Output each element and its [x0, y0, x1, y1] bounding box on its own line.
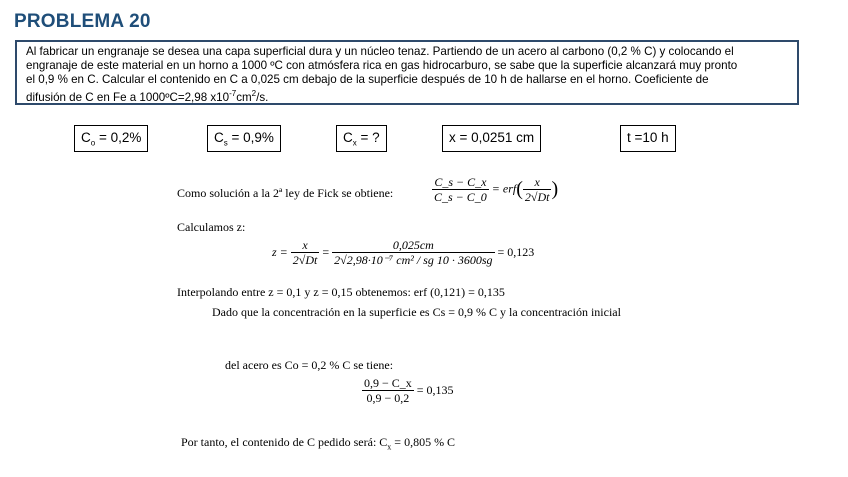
interpolation-line: Interpolando entre z = 0,1 y z = 0,15 obtenemos: erf (0,121) = 0,135: [177, 285, 505, 299]
statement-line-4: difusión de C en Fe a 1000ºC=2,98 $x10^{-7}cm^2/s$.: [26, 89, 269, 104]
final-result: Por tanto, el contenido de C pedido será: $C_x = 0,805$ % C: [181, 435, 456, 452]
given-c0-box: $C_o = 0,2\%$: [74, 125, 148, 152]
given-cx-box: $C_x$ = ?: [336, 125, 387, 152]
given-cs-box: $C_s = 0,9\%$: [207, 125, 281, 152]
fick-equation: $\frac{C\_s - C\_x}{C\_s - C\_0}$ = erf( $\frac{x}{2√Dt}$ ): [434, 175, 559, 204]
statement-line-1: Al fabricar un engranaje se desea una capa superficial dura y un núcleo tenaz. Partiendo de un acero al carbono (0,2 % C) y colocando el: [26, 45, 734, 58]
calc-z-label: Calculamos z:: [177, 220, 246, 234]
z-equation: z = $\frac{x}{2√Dt}$ = $\frac{0,025cm}{\text{2√2,98·10⁻⁷ cm² / sg 10 · 3600sg}}$ = 0,123: [272, 238, 535, 267]
given-concentration-line-1: Dado que la concentración en la superficie es Cs = 0,9 % C y la concentración inicial: [212, 305, 621, 319]
given-concentration-line-2: del acero es Co = 0,2 % C se tiene:: [225, 358, 394, 372]
problem-title: PROBLEMA 20: [14, 11, 151, 32]
given-x-box: x = 0,0251 cm: [442, 125, 541, 152]
statement-line-2: engranaje de este material en un horno a 1000 ºC con atmósfera rica en gas hidrocarburo, se sabe que la superficie alcanzará muy pronto: [26, 59, 738, 72]
concentration-equation: $\frac{0,9 - C\_x}{0,9 - 0,2}$ = 0,135: [364, 376, 454, 405]
given-t-box: t =10 h: [620, 125, 676, 152]
problem-statement: [15, 40, 799, 105]
fick-intro: Como solución a la 2ª ley de Fick se obtiene:: [177, 186, 394, 200]
statement-line-3: el 0,9 % en C. Calcular el contenido en C a 0,025 cm debajo de la superficie después de 10 h de hallarse en el horno. Coeficiente de: [26, 73, 709, 86]
